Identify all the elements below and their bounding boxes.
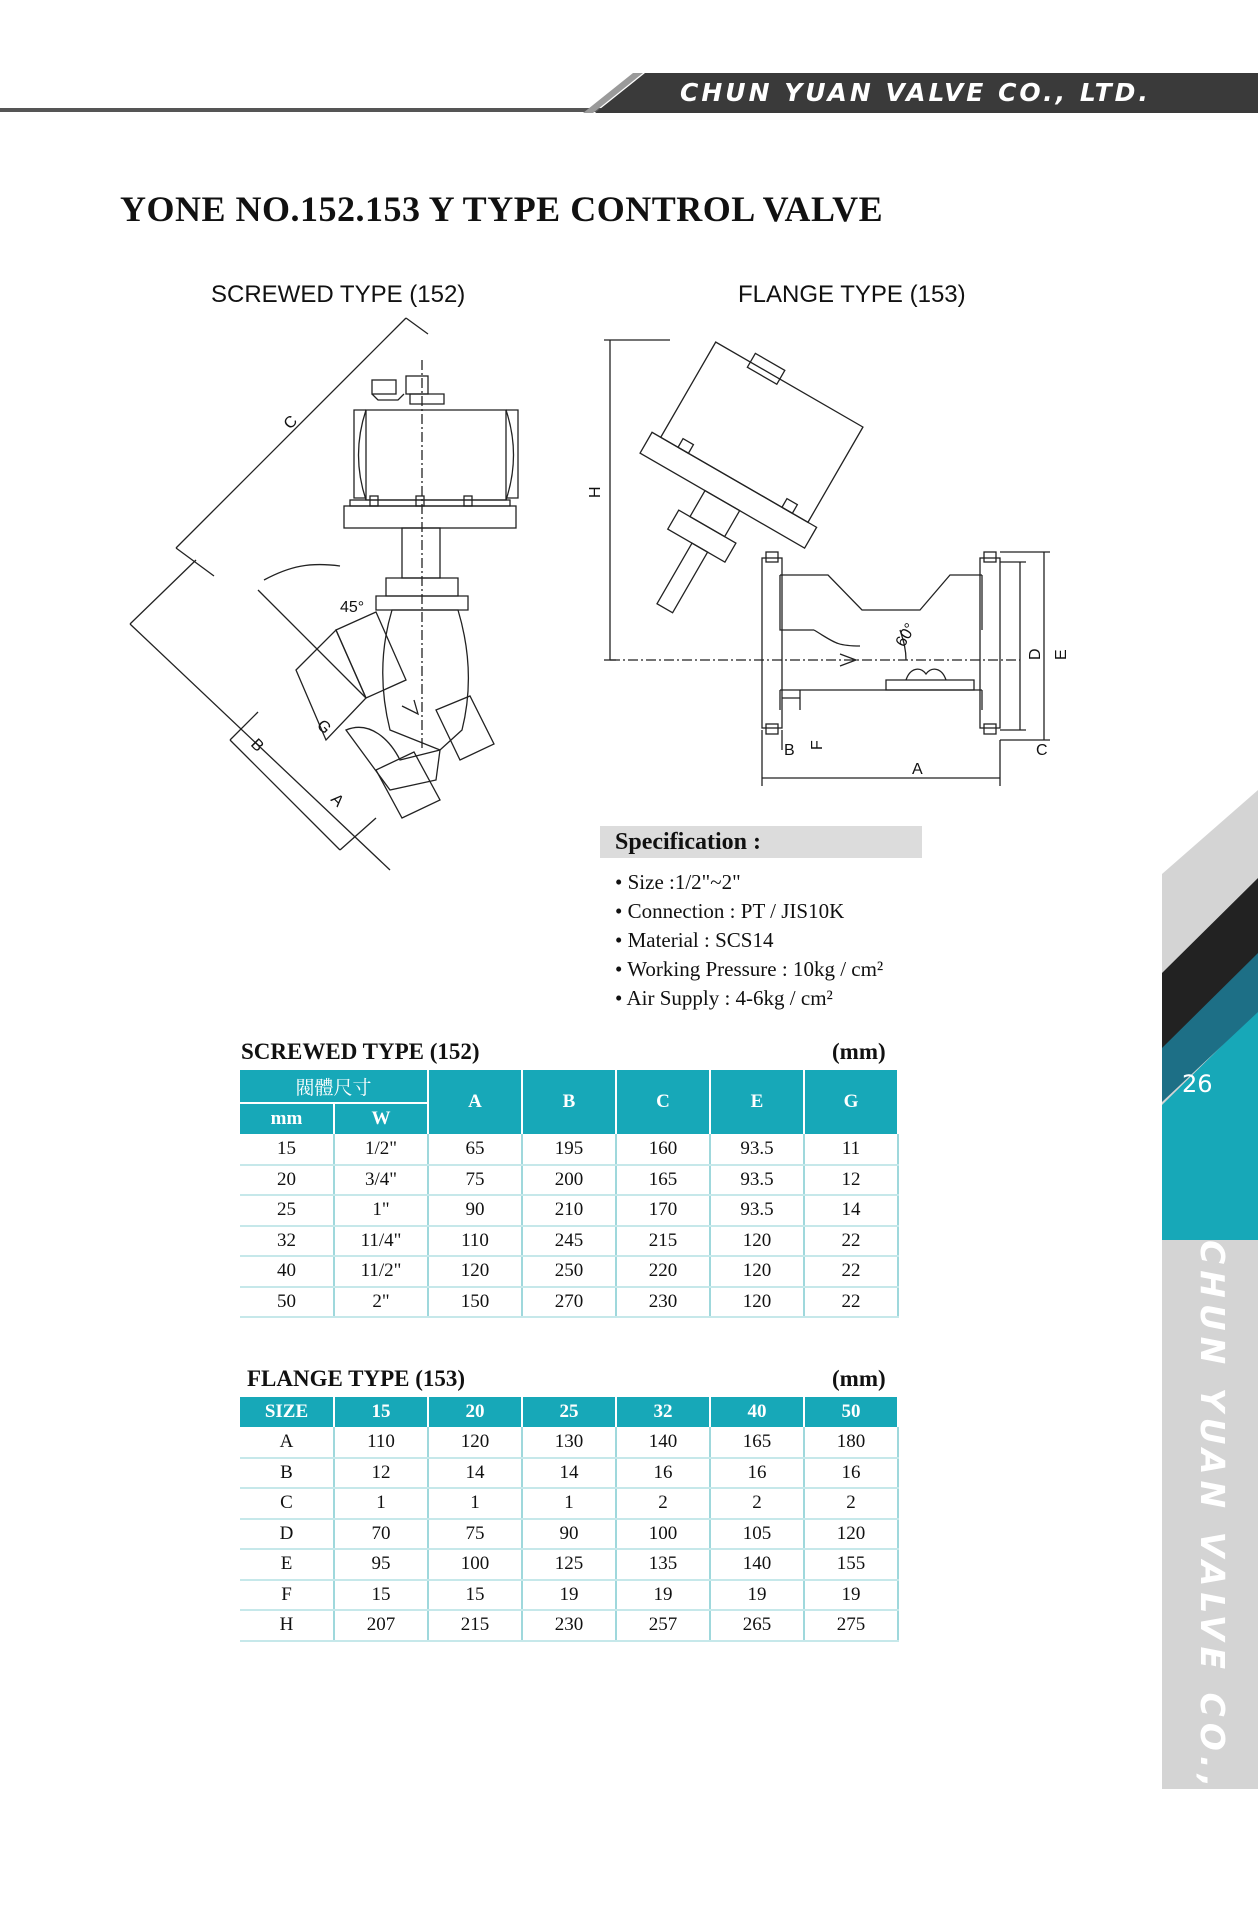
- table-cell: 95: [334, 1549, 428, 1580]
- table-row: [240, 1256, 898, 1287]
- table-cell: 165: [616, 1165, 710, 1196]
- th-50: 50: [804, 1397, 898, 1427]
- table-cell: 22: [804, 1287, 898, 1318]
- table-row: [240, 1165, 898, 1196]
- table-cell: 12: [804, 1165, 898, 1196]
- th-b: B: [522, 1070, 616, 1134]
- flange-table-title: FLANGE TYPE (153): [247, 1366, 466, 1391]
- table-cell: 120: [428, 1427, 522, 1458]
- th-w: W: [334, 1103, 428, 1134]
- screwed-table-title: SCREWED TYPE (152): [241, 1039, 480, 1064]
- label-angle-60: 60°: [892, 620, 920, 650]
- table-row: [240, 1488, 898, 1519]
- screwed-table-unit: (mm): [832, 1039, 886, 1064]
- table-cell: 16: [616, 1458, 710, 1489]
- table-cell: F: [240, 1580, 334, 1611]
- table-cell: 180: [804, 1427, 898, 1458]
- table-cell: 32: [240, 1226, 334, 1257]
- table-cell: 210: [522, 1195, 616, 1226]
- label-angle-45: 45°: [340, 599, 365, 616]
- table-cell: 19: [710, 1580, 804, 1611]
- table-cell: 135: [616, 1549, 710, 1580]
- table-cell: 90: [522, 1519, 616, 1550]
- th-size: SIZE: [240, 1397, 334, 1427]
- spec-item: • Material : SCS14: [615, 926, 883, 955]
- table-cell: 12: [334, 1458, 428, 1489]
- table-cell: 120: [428, 1256, 522, 1287]
- table-cell: 93.5: [710, 1165, 804, 1196]
- screwed-valve-drawing: [140, 330, 520, 870]
- table-cell: 65: [428, 1134, 522, 1165]
- table-cell: 16: [710, 1458, 804, 1489]
- table-cell: 93.5: [710, 1195, 804, 1226]
- table-cell: 257: [616, 1610, 710, 1641]
- table-cell: 155: [804, 1549, 898, 1580]
- label-f: F: [809, 740, 826, 750]
- table-cell: 75: [428, 1165, 522, 1196]
- table-cell: 100: [616, 1519, 710, 1550]
- page-title: YONE NO.152.153 Y TYPE CONTROL VALVE: [120, 189, 884, 229]
- table-row: [240, 1134, 898, 1165]
- table-cell: 20: [240, 1165, 334, 1196]
- table-cell: 11/4": [334, 1226, 428, 1257]
- label-c: C: [280, 412, 302, 433]
- table-cell: 1: [334, 1488, 428, 1519]
- table-cell: 140: [710, 1549, 804, 1580]
- th-32: 32: [616, 1397, 710, 1427]
- table-row: [240, 1610, 898, 1641]
- spec-list: [615, 868, 883, 1013]
- table-cell: D: [240, 1519, 334, 1550]
- th-group: 閥體尺寸: [240, 1070, 428, 1103]
- table-cell: 1/2": [334, 1134, 428, 1165]
- table-cell: 270: [522, 1287, 616, 1318]
- label-e: E: [1053, 649, 1070, 660]
- th-40: 40: [710, 1397, 804, 1427]
- screwed-table: [240, 1070, 899, 1318]
- table-cell: 19: [522, 1580, 616, 1611]
- spec-item: • Working Pressure : 10kg / cm²: [615, 955, 883, 984]
- table-cell: 215: [616, 1226, 710, 1257]
- table-cell: 105: [710, 1519, 804, 1550]
- table-cell: 2: [710, 1488, 804, 1519]
- header-company: CHUN YUAN VALVE CO., LTD.: [680, 78, 1151, 107]
- table-cell: 250: [522, 1256, 616, 1287]
- table-cell: 14: [522, 1458, 616, 1489]
- table-cell: 25: [240, 1195, 334, 1226]
- table-cell: E: [240, 1549, 334, 1580]
- table-cell: 19: [804, 1580, 898, 1611]
- table-cell: 110: [334, 1427, 428, 1458]
- table-cell: 70: [334, 1519, 428, 1550]
- spec-item: • Air Supply : 4-6kg / cm²: [615, 984, 883, 1013]
- table-cell: 1": [334, 1195, 428, 1226]
- table-cell: 3/4": [334, 1165, 428, 1196]
- table-cell: 130: [522, 1427, 616, 1458]
- label-b: B: [247, 735, 267, 756]
- table-cell: 11/2": [334, 1256, 428, 1287]
- table-row: [240, 1519, 898, 1550]
- table-cell: 14: [804, 1195, 898, 1226]
- label-b-flange: B: [784, 742, 795, 759]
- flange-caption: FLANGE TYPE (153): [738, 281, 966, 308]
- table-cell: 2: [804, 1488, 898, 1519]
- table-cell: 165: [710, 1427, 804, 1458]
- flange-table-unit: (mm): [832, 1366, 886, 1391]
- table-cell: 200: [522, 1165, 616, 1196]
- label-d: D: [1027, 648, 1044, 660]
- table-row: [240, 1458, 898, 1489]
- table-cell: 40: [240, 1256, 334, 1287]
- table-cell: 110: [428, 1226, 522, 1257]
- table-cell: 230: [522, 1610, 616, 1641]
- table-cell: 1: [428, 1488, 522, 1519]
- table-cell: 245: [522, 1226, 616, 1257]
- table-cell: 15: [240, 1134, 334, 1165]
- table-cell: 230: [616, 1287, 710, 1318]
- table-cell: 16: [804, 1458, 898, 1489]
- table-cell: 93.5: [710, 1134, 804, 1165]
- table-cell: 120: [710, 1226, 804, 1257]
- table-cell: C: [240, 1488, 334, 1519]
- table-cell: A: [240, 1427, 334, 1458]
- table-cell: 215: [428, 1610, 522, 1641]
- table-cell: 120: [710, 1256, 804, 1287]
- table-cell: 160: [616, 1134, 710, 1165]
- table-cell: 170: [616, 1195, 710, 1226]
- table-cell: 207: [334, 1610, 428, 1641]
- th-g: G: [804, 1070, 898, 1134]
- table-row: [240, 1580, 898, 1611]
- table-cell: 75: [428, 1519, 522, 1550]
- table-cell: 19: [616, 1580, 710, 1611]
- th-a: A: [428, 1070, 522, 1134]
- label-g: G: [313, 716, 334, 738]
- table-cell: 265: [710, 1610, 804, 1641]
- table-cell: 220: [616, 1256, 710, 1287]
- table-cell: 120: [710, 1287, 804, 1318]
- table-row: [240, 1195, 898, 1226]
- table-cell: 15: [334, 1580, 428, 1611]
- table-cell: B: [240, 1458, 334, 1489]
- spec-item: • Connection : PT / JIS10K: [615, 897, 883, 926]
- table-cell: 195: [522, 1134, 616, 1165]
- table-cell: 14: [428, 1458, 522, 1489]
- table-row: [240, 1427, 898, 1458]
- th-25: 25: [522, 1397, 616, 1427]
- table-row: [240, 1287, 898, 1318]
- table-cell: 22: [804, 1226, 898, 1257]
- flange-table: [240, 1397, 899, 1642]
- table-cell: 120: [804, 1519, 898, 1550]
- table-cell: 11: [804, 1134, 898, 1165]
- table-cell: 100: [428, 1549, 522, 1580]
- table-row: [240, 1549, 898, 1580]
- screwed-caption: SCREWED TYPE (152): [211, 281, 466, 308]
- table-cell: 1: [522, 1488, 616, 1519]
- table-cell: 50: [240, 1287, 334, 1318]
- table-cell: 125: [522, 1549, 616, 1580]
- flange-valve-drawing: [587, 330, 1080, 790]
- th-c: C: [616, 1070, 710, 1134]
- table-cell: 2: [616, 1488, 710, 1519]
- table-cell: 275: [804, 1610, 898, 1641]
- sidebar-company: CHUN YUAN VALVE CO., LTD.: [1193, 1240, 1232, 1913]
- th-15: 15: [334, 1397, 428, 1427]
- spec-title: Specification :: [615, 829, 761, 855]
- label-a: A: [327, 790, 347, 811]
- table-cell: 22: [804, 1256, 898, 1287]
- page-number: 26: [1182, 1070, 1213, 1098]
- th-20: 20: [428, 1397, 522, 1427]
- table-cell: H: [240, 1610, 334, 1641]
- table-cell: 15: [428, 1580, 522, 1611]
- spec-item: • Size :1/2"~2": [615, 868, 883, 897]
- table-cell: 140: [616, 1427, 710, 1458]
- label-a-flange: A: [912, 761, 923, 778]
- table-row: [240, 1226, 898, 1257]
- table-cell: 90: [428, 1195, 522, 1226]
- table-cell: 2": [334, 1287, 428, 1318]
- label-h: H: [587, 486, 604, 498]
- table-cell: 150: [428, 1287, 522, 1318]
- label-c-flange: C: [1036, 742, 1048, 759]
- th-e: E: [710, 1070, 804, 1134]
- th-mm: mm: [240, 1103, 334, 1134]
